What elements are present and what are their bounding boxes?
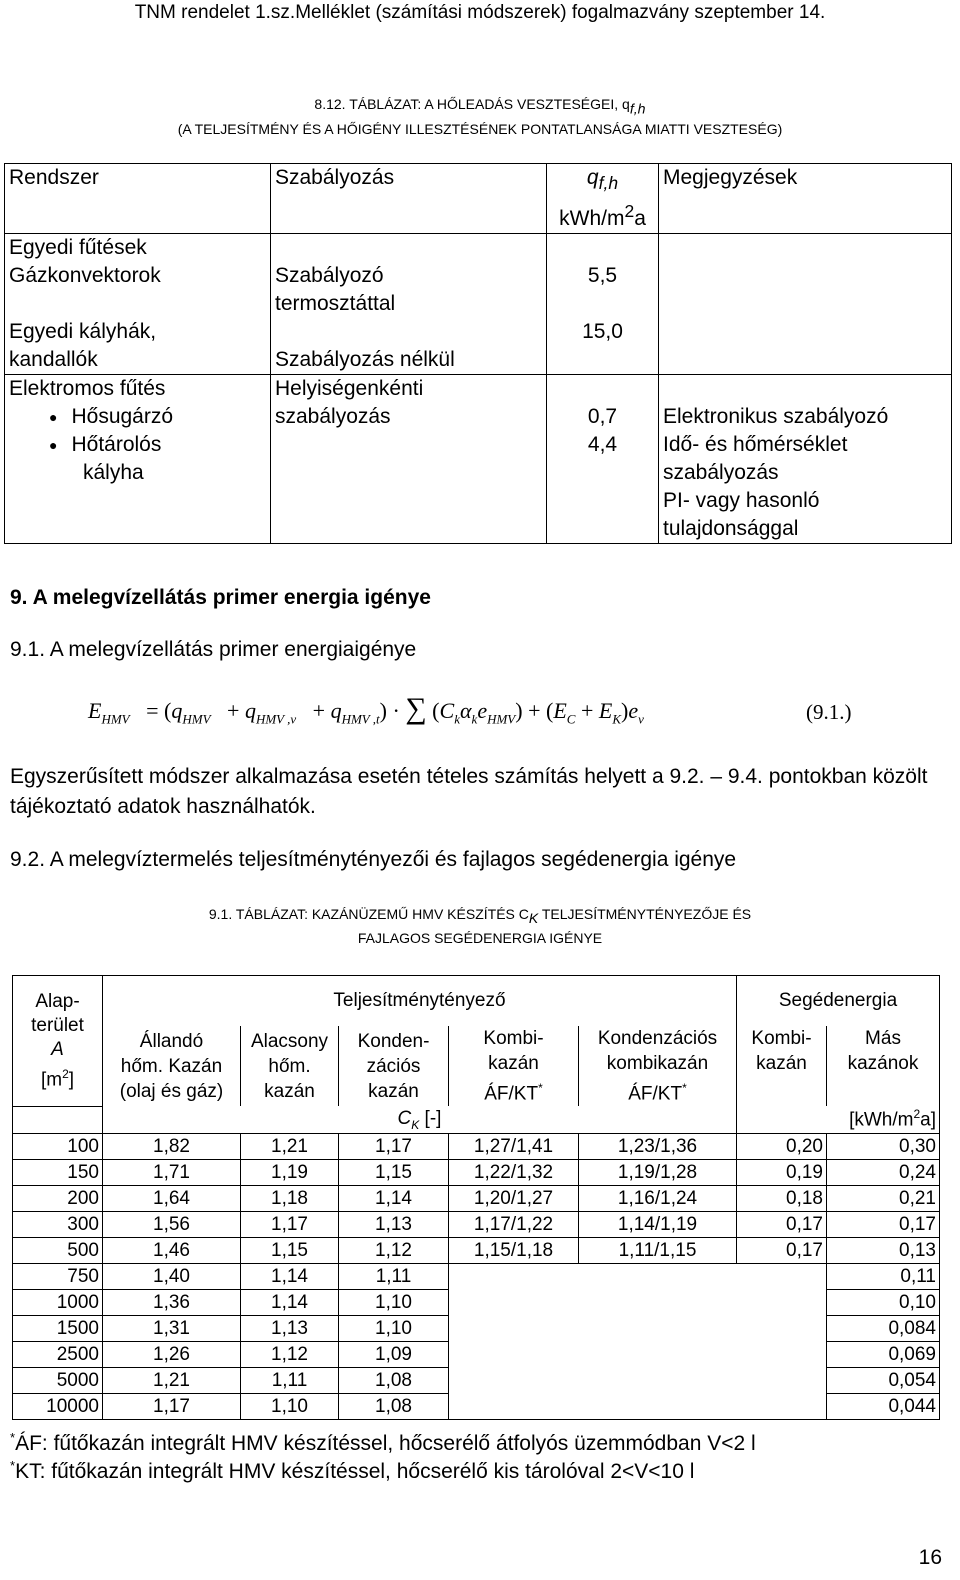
- table-row: [13, 1341, 940, 1367]
- table-cell: 0,069: [827, 1341, 940, 1367]
- col-alapterulet: [13, 976, 103, 1107]
- hmv-table: [12, 975, 940, 1420]
- table-cell: 0,11: [827, 1263, 940, 1289]
- cell-line: A: [51, 1038, 64, 1060]
- table-cell: 1,12: [339, 1237, 449, 1263]
- footnote-text: ÁF: fűtőkazán integrált HMV készítéssel, hőcserélő átfolyós üzemmódban V<2 l: [15, 1432, 756, 1455]
- spacer: [551, 346, 654, 374]
- col-allando: [103, 1026, 241, 1106]
- table-cell: 0,17: [737, 1211, 827, 1237]
- table-cell: 1,09: [339, 1341, 449, 1367]
- cell-line: terület: [31, 1014, 84, 1036]
- table-cell: 0,17: [827, 1211, 940, 1237]
- table-row: [13, 1237, 940, 1263]
- table-cell: 1,16/1,24: [579, 1185, 737, 1211]
- table-row: [13, 1393, 940, 1419]
- cell-line: Egyedi fűtések: [9, 236, 147, 260]
- table-cell: 1,10: [241, 1393, 339, 1419]
- table-row: [13, 1263, 940, 1289]
- table-cell: 1,21: [241, 1133, 339, 1159]
- table-cell: 0,30: [827, 1133, 940, 1159]
- table-cell: 1,10: [339, 1289, 449, 1315]
- table-cell: 1,12: [241, 1341, 339, 1367]
- cell-line: kombikazán: [606, 1053, 709, 1074]
- table-cell: [449, 1289, 827, 1315]
- table-row: [13, 1367, 940, 1393]
- table-cell: 10000: [13, 1393, 103, 1419]
- kwh-sup: 2: [913, 1107, 921, 1122]
- cell-line: zációs: [366, 1055, 421, 1077]
- unit-sup: 2: [62, 1066, 69, 1081]
- cell-line: Egyedi kályhák,: [9, 320, 157, 344]
- spacer: [9, 290, 266, 318]
- table-cell: 1,11: [241, 1367, 339, 1393]
- table-cell: [449, 1315, 827, 1341]
- q-unit-sup: 2: [624, 201, 635, 222]
- szabalyozas-cell: [271, 375, 547, 544]
- cell-line: PI- vagy hasonló: [663, 489, 820, 513]
- header-row-1: [13, 976, 940, 1027]
- col-alacsony: [241, 1026, 339, 1106]
- energy-formula: $E_{HMV} = (q_{HMV} + q_{HMV ,v} + q_{HMV ,t})$ · ∑ $(C_k\alpha_ke_{HMV}) + (E_C + E_K)e_v$: [88, 692, 644, 727]
- cell-line: Elektronikus szabályozó: [663, 405, 889, 429]
- unit-empty: [13, 1106, 103, 1133]
- table-cell: 1,08: [339, 1393, 449, 1419]
- col-seged-kombi: [737, 1026, 827, 1106]
- bullet-icon: ●: [49, 409, 58, 426]
- footnote-text: KT: fűtőkazán integrált HMV készítéssel, hőcserélő kis tárolóval 2<V<10 l: [15, 1460, 695, 1483]
- unit-ck: [103, 1106, 737, 1133]
- cell-line: szabályozás: [275, 405, 391, 429]
- cell-line: kazán: [368, 1080, 419, 1102]
- cell-line: Kondenzációs: [597, 1028, 718, 1049]
- table-cell: 0,054: [827, 1367, 940, 1393]
- footnote-mark: *: [10, 1458, 16, 1473]
- paragraph: Egyszerűsített módszer alkalmazása esetén tételes számítás helyett a 9.2. – 9.4. pontokban közölt tájékoztató adatok használhatók.: [10, 765, 928, 818]
- col-szabalyozas: Szabályozás: [271, 164, 547, 234]
- table-row: [13, 1159, 940, 1185]
- footnote-mark: *: [10, 1430, 16, 1445]
- table-cell: 0,044: [827, 1393, 940, 1419]
- cell-line: Alacsony: [250, 1030, 329, 1052]
- table-cell: 200: [13, 1185, 103, 1211]
- bullet-item: [9, 431, 266, 459]
- table-cell: 0,084: [827, 1315, 940, 1341]
- rendszer-cell: [5, 234, 271, 375]
- table-cell: 750: [13, 1263, 103, 1289]
- spacer: [551, 375, 654, 403]
- table-8-12-caption: [0, 94, 960, 117]
- page-header: TNM rendelet 1.sz.Melléklet (számítási módszerek) fogalmazvány szeptember 14.: [134, 2, 826, 23]
- subsection-title: 9.1. A melegvízellátás primer energiaigénye: [10, 638, 417, 661]
- table-cell: 1,23/1,36: [579, 1133, 737, 1159]
- table-cell: 300: [13, 1211, 103, 1237]
- cell-line: Helyiségenkénti: [275, 377, 424, 401]
- table-cell: 150: [13, 1159, 103, 1185]
- cell-line: Szabályozás nélkül: [275, 348, 455, 372]
- table-cell: 1,27/1,41: [449, 1133, 579, 1159]
- cell-line: kazán: [756, 1053, 807, 1074]
- table-row: [13, 1185, 940, 1211]
- table-cell: 0,20: [737, 1133, 827, 1159]
- table-cell: 1,17/1,22: [449, 1211, 579, 1237]
- megjegyzes-cell: [659, 234, 952, 375]
- caption-text: 9.1. TÁBLÁZAT: KAZÁNÜZEMŰ HMV KÉSZÍTÉS C: [208, 906, 529, 922]
- col-rendszer: Rendszer: [5, 164, 271, 234]
- table-cell: 0,13: [827, 1237, 940, 1263]
- table-cell: 2500: [13, 1341, 103, 1367]
- cell-line: ÁF/KT: [484, 1083, 539, 1105]
- equation-number: (9.1.): [806, 700, 852, 724]
- col-seged-mas: [827, 1026, 940, 1106]
- cell-line: 15,0: [582, 320, 623, 344]
- col-segedenergia: Segédenergia: [737, 976, 940, 1027]
- table-cell: 1500: [13, 1315, 103, 1341]
- table-cell: 0,24: [827, 1159, 940, 1185]
- ck-subscript: K: [411, 1117, 420, 1132]
- cell-line: kazán: [488, 1053, 539, 1074]
- footnote-af: [10, 1430, 756, 1456]
- table-header-row: [5, 164, 952, 234]
- cell-line: Alap-: [35, 990, 80, 1012]
- section-title: 9. A melegvízellátás primer energia igénye: [10, 586, 431, 609]
- table-cell: [449, 1393, 827, 1419]
- cell-line: hőm. Kazán: [120, 1055, 223, 1077]
- cell-line: kazánok: [847, 1053, 919, 1074]
- table-cell: 1,19: [241, 1159, 339, 1185]
- table-body: [13, 1133, 940, 1419]
- cell-line: tulajdonsággal: [663, 517, 799, 541]
- col-megjegyzesek: Megjegyzések: [659, 164, 952, 234]
- table-row-egyedi: [5, 234, 952, 375]
- table-cell: 1,14: [339, 1185, 449, 1211]
- unit-row: [13, 1106, 940, 1133]
- caption-subscript: f,h: [629, 101, 646, 118]
- table-cell: 1,14: [241, 1289, 339, 1315]
- col-kond-kombikazan: [579, 1026, 737, 1106]
- q-cell: [547, 375, 659, 544]
- szabalyozas-cell: [271, 234, 547, 375]
- table-cell: 1,14: [241, 1263, 339, 1289]
- spacer: [275, 318, 542, 346]
- table-cell: 100: [13, 1133, 103, 1159]
- cell-line: Idő- és hőmérséklet: [663, 433, 848, 457]
- table-cell: 1,15/1,18: [449, 1237, 579, 1263]
- table-cell: 0,18: [737, 1185, 827, 1211]
- spacer: [551, 290, 654, 318]
- table-cell: 1,40: [103, 1263, 241, 1289]
- table-cell: 1,26: [103, 1341, 241, 1367]
- cell-line: Szabályozó: [275, 264, 384, 288]
- table-cell: 1,71: [103, 1159, 241, 1185]
- cell-line: Kombi-: [751, 1028, 812, 1049]
- unit-text: ]: [68, 1069, 75, 1091]
- q-symbol: q: [586, 166, 599, 189]
- table-cell: 1,46: [103, 1237, 241, 1263]
- table-cell: 1,82: [103, 1133, 241, 1159]
- unit-text: [m: [40, 1069, 63, 1091]
- subsection-title-2: 9.2. A melegvíztermelés teljesítménytényezői és fajlagos segédenergia igénye: [10, 848, 737, 871]
- cell-line: termosztáttal: [275, 292, 396, 316]
- spacer: [551, 234, 654, 262]
- table-cell: 0,19: [737, 1159, 827, 1185]
- cell-line: Kombi-: [483, 1028, 544, 1049]
- cell-line: Más: [865, 1028, 901, 1049]
- table-cell: 1,17: [241, 1211, 339, 1237]
- cell-line: 0,7: [587, 405, 618, 429]
- table-cell: 0,10: [827, 1289, 940, 1315]
- table-cell: 1,21: [103, 1367, 241, 1393]
- table-row: [13, 1211, 940, 1237]
- footnote-mark: *: [538, 1081, 543, 1095]
- table-cell: 1,17: [339, 1133, 449, 1159]
- spacer: [275, 234, 542, 262]
- bullet-icon: ●: [49, 437, 58, 454]
- table-cell: 1,11: [339, 1263, 449, 1289]
- footnote-kt: [10, 1458, 694, 1484]
- footnote-mark: *: [682, 1081, 687, 1095]
- cell-line: 4,4: [587, 433, 618, 457]
- caption-text: 8.12. TÁBLÁZAT: A HŐLEADÁS VESZTESÉGEI, q: [314, 96, 630, 112]
- q-unit-end: a: [634, 207, 646, 231]
- table-cell: [449, 1341, 827, 1367]
- q-unit: kWh/m: [559, 207, 625, 231]
- caption-subscript: K: [528, 910, 539, 927]
- unit-kwh: [737, 1106, 940, 1133]
- cell-line: Gázkonvektorok: [9, 264, 161, 288]
- table-cell: 1,14/1,19: [579, 1211, 737, 1237]
- table-cell: 1,15: [339, 1159, 449, 1185]
- table-row: [13, 1133, 940, 1159]
- table-9-1-caption: [0, 904, 960, 927]
- rendszer-cell: [5, 375, 271, 544]
- spacer: [9, 487, 266, 543]
- page-number: 16: [918, 1546, 942, 1569]
- table-cell: 1,36: [103, 1289, 241, 1315]
- bullet-text: Hősugárzó: [71, 405, 174, 429]
- col-teljesitmenytenyezo: Teljesítménytényező: [103, 976, 737, 1027]
- table-cell: 1,17: [103, 1393, 241, 1419]
- table-row: [13, 1289, 940, 1315]
- cell-line: Elektromos fűtés: [9, 377, 166, 401]
- table-cell: 1,20/1,27: [449, 1185, 579, 1211]
- caption-text: TELJESÍTMÉNYTÉNYEZŐJE ÉS: [538, 906, 752, 922]
- kwh-unit: [kWh/m: [849, 1109, 914, 1131]
- cell-line: kályha: [83, 461, 144, 485]
- table-cell: [449, 1367, 827, 1393]
- cell-line: ÁF/KT: [628, 1083, 683, 1105]
- q-subscript: f,h: [598, 173, 619, 194]
- table-cell: 1000: [13, 1289, 103, 1315]
- table-cell: 1,19/1,28: [579, 1159, 737, 1185]
- ck-unit: [-]: [419, 1107, 442, 1129]
- table-cell: 0,21: [827, 1185, 940, 1211]
- table-cell: 5000: [13, 1367, 103, 1393]
- header-row-2: [13, 1026, 940, 1106]
- table-cell: 1,64: [103, 1185, 241, 1211]
- table-cell: 1,56: [103, 1211, 241, 1237]
- table-9-1-caption-line2: FAJLAGOS SEGÉDENERGIA IGÉNYE: [357, 930, 603, 946]
- table-cell: 1,10: [339, 1315, 449, 1341]
- megjegyzes-cell: [659, 375, 952, 544]
- cell-line: 5,5: [587, 264, 618, 288]
- heat-loss-table: [4, 163, 952, 544]
- kwh-unit-end: a]: [920, 1109, 936, 1131]
- col-q: [547, 164, 659, 234]
- table-cell: 1,11/1,15: [579, 1237, 737, 1263]
- col-kondenzacios: [339, 1026, 449, 1106]
- q-cell: [547, 234, 659, 375]
- spacer: [663, 375, 947, 403]
- table-cell: 1,13: [339, 1211, 449, 1237]
- cell-line: Konden-: [357, 1030, 430, 1052]
- table-cell: 1,18: [241, 1185, 339, 1211]
- cell-line: (olaj és gáz): [119, 1080, 224, 1102]
- table-8-12-caption-line2: (A TELJESÍTMÉNY ÉS A HŐIGÉNY ILLESZTÉSÉNEK PONTATLANSÁGA MIATTI VESZTESÉG): [177, 121, 783, 137]
- col-kombikazan: [449, 1026, 579, 1106]
- table-cell: 1,08: [339, 1367, 449, 1393]
- table-cell: 1,22/1,32: [449, 1159, 579, 1185]
- table-cell: 1,31: [103, 1315, 241, 1341]
- bullet-item: [9, 403, 266, 431]
- table-cell: [449, 1263, 827, 1289]
- cell-line: Állandó: [139, 1030, 204, 1052]
- ck-symbol: C: [397, 1107, 412, 1129]
- bullet-text: Hőtárolós: [71, 433, 162, 457]
- cell-line: hőm.: [268, 1055, 311, 1077]
- table-cell: 0,17: [737, 1237, 827, 1263]
- table-cell: 500: [13, 1237, 103, 1263]
- table-cell: 1,13: [241, 1315, 339, 1341]
- cell-line: kazán: [264, 1080, 315, 1102]
- table-row-elektromos: [5, 375, 952, 544]
- cell-line: szabályozás: [663, 461, 779, 485]
- table-cell: 1,15: [241, 1237, 339, 1263]
- table-row: [13, 1315, 940, 1341]
- cell-line: kandallók: [9, 348, 98, 372]
